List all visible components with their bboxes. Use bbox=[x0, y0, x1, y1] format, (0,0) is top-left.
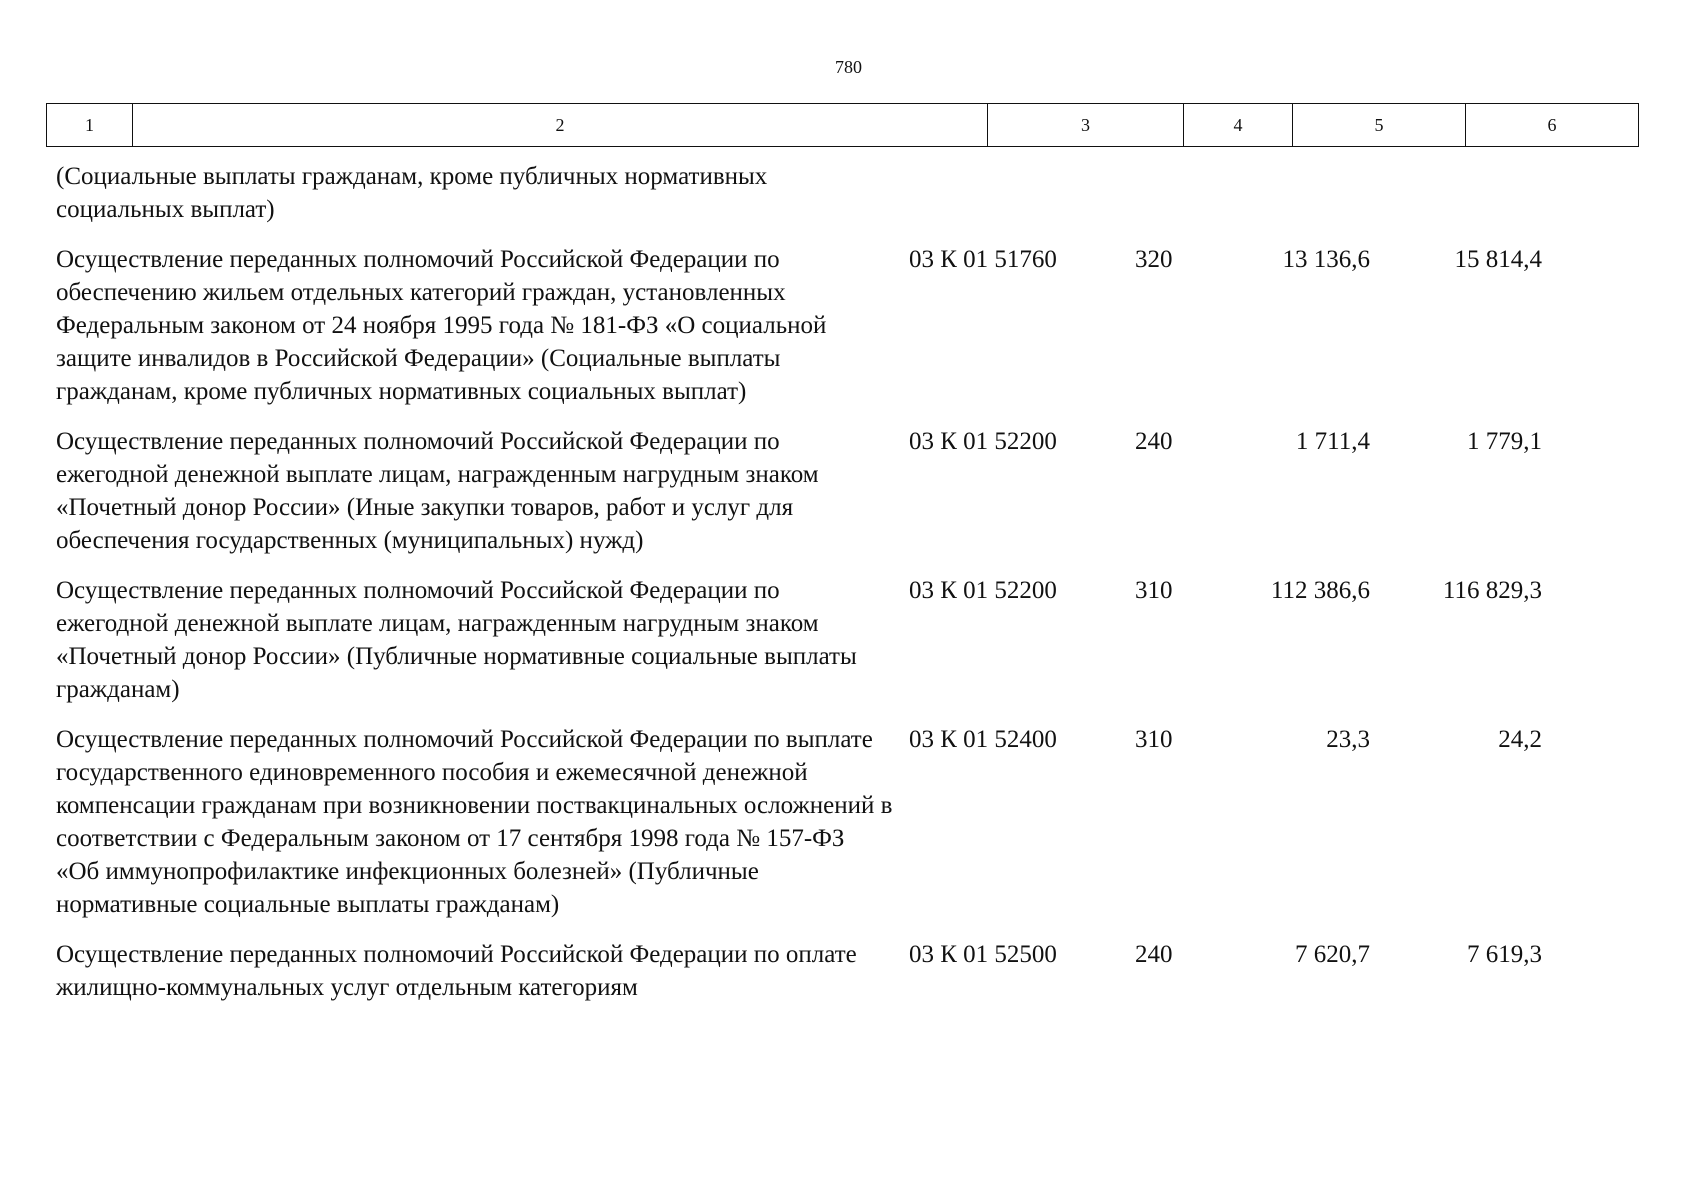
row-description: Осуществление переданных полномочий Российской Федерации по обеспечению жильем отдельных категорий граждан, установленных Федеральным законом от 24 ноября 1995 года № 181-ФЗ «О социальной защите инвалидов в Российской Федерации» (Социальные выплаты гражданам, кроме публичных нормативных социальных выплат) bbox=[56, 246, 827, 405]
row-value-1: 7 620,7 bbox=[1295, 941, 1370, 968]
row-value-1: 23,3 bbox=[1326, 726, 1370, 753]
row-description: Осуществление переданных полномочий Российской Федерации по выплате государственного единовременного пособия и ежемесячной денежной компенсации гражданам при возникновении поствакцинальных осложнений в соответствии с Федеральным законом от 17 сентября 1998 года № 157-ФЗ «Об иммунопрофилактике инфекционных болезней» (Публичные нормативные социальные выплаты гражданам) bbox=[56, 726, 893, 918]
row-description: Осуществление переданных полномочий Российской Федерации по оплате жилищно-коммунальных услуг отдельным категориям bbox=[56, 941, 857, 1001]
table-row bbox=[46, 574, 1638, 706]
row-type: 310 bbox=[1135, 577, 1173, 604]
page-number: 780 bbox=[835, 57, 862, 77]
table-body bbox=[46, 160, 1638, 1021]
row-value-2: 15 814,4 bbox=[1454, 246, 1542, 273]
row-code: 03 К 01 51760 bbox=[909, 246, 1057, 273]
row-type: 320 bbox=[1135, 246, 1173, 273]
column-header-3: 3 bbox=[988, 104, 1184, 147]
row-code: 03 К 01 52500 bbox=[909, 941, 1057, 968]
row-type: 310 bbox=[1135, 726, 1173, 753]
row-value-2: 116 829,3 bbox=[1442, 577, 1542, 604]
row-value-1: 112 386,6 bbox=[1270, 577, 1370, 604]
row-code: 03 К 01 52200 bbox=[909, 428, 1057, 455]
column-header-1: 1 bbox=[47, 104, 133, 147]
column-header-table bbox=[46, 103, 1639, 147]
row-description: Осуществление переданных полномочий Российской Федерации по ежегодной денежной выплате лицам, награжденным нагрудным знаком «Почетный донор России» (Иные закупки товаров, работ и услуг для обеспечения государственных (муниципальных) нужд) bbox=[56, 428, 819, 554]
row-value-2: 24,2 bbox=[1498, 726, 1542, 753]
table-row bbox=[46, 160, 1638, 226]
column-header-2: 2 bbox=[133, 104, 988, 147]
table-row bbox=[46, 425, 1638, 557]
column-header-4: 4 bbox=[1184, 104, 1293, 147]
row-value-2: 7 619,3 bbox=[1467, 941, 1542, 968]
row-description: Осуществление переданных полномочий Российской Федерации по ежегодной денежной выплате лицам, награжденным нагрудным знаком «Почетный донор России» (Публичные нормативные социальные выплаты гражданам) bbox=[56, 577, 857, 703]
column-header-6: 6 bbox=[1466, 104, 1639, 147]
row-value-1: 13 136,6 bbox=[1282, 246, 1370, 273]
row-value-1: 1 711,4 bbox=[1295, 428, 1370, 455]
row-code: 03 К 01 52200 bbox=[909, 577, 1057, 604]
column-header-row bbox=[47, 104, 1639, 147]
row-type: 240 bbox=[1135, 941, 1173, 968]
row-type: 240 bbox=[1135, 428, 1173, 455]
column-header-5: 5 bbox=[1293, 104, 1466, 147]
row-description: (Социальные выплаты гражданам, кроме публичных нормативных социальных выплат) bbox=[56, 163, 768, 223]
table-row bbox=[46, 243, 1638, 408]
table-row bbox=[46, 723, 1638, 921]
row-code: 03 К 01 52400 bbox=[909, 726, 1057, 753]
row-value-2: 1 779,1 bbox=[1467, 428, 1542, 455]
table-row bbox=[46, 938, 1638, 1004]
